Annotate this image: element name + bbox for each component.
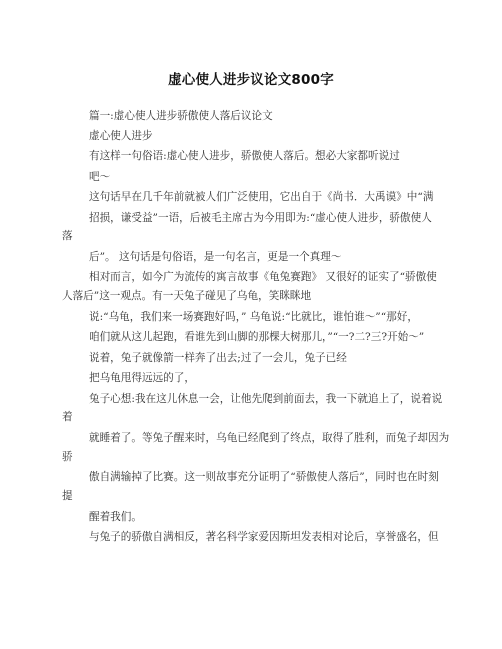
paragraph-line: 就睡着了。等兔子醒来时，乌龟已经爬到了终点，取得了胜利，而兔子却因为 xyxy=(89,432,450,444)
paragraph-line: 兔子心想:我在这儿休息一会，让他先爬到前面去，我一下就追上了，说着说 xyxy=(89,393,443,405)
paragraph-line: 把乌龟甩得远远的了， xyxy=(89,372,195,384)
paragraph-line: 骄 xyxy=(62,451,73,463)
paragraph-line: 说:“乌龟，我们来一场赛跑好吗，” 乌龟说:“比就比，谁怕谁～”“那好， xyxy=(89,311,418,323)
paragraph-line: 提 xyxy=(62,490,73,502)
paragraph-line: 人落后”这一观点。有一天兔子碰见了乌龟，笑眯眯地 xyxy=(62,290,312,302)
paragraph-line: 醒着我们。 xyxy=(89,511,142,523)
paragraph-line: 相对而言，如今广为流传的寓言故事《龟兔赛跑》 又很好的证实了“骄傲使 xyxy=(89,271,437,283)
paragraph-line: 这句话早在几千年前就被人们广泛使用，它出自于《尚书．大禹谟》中“满 xyxy=(89,191,434,203)
paragraph-line: 有这样一句俗语:虚心使人进步，骄傲使人落后。想必大家都听说过 xyxy=(89,150,400,162)
paragraph-line: 说着，兔子就像箭一样奔了出去;过了一会儿，兔子已经 xyxy=(89,352,347,364)
paragraph-line: 着 xyxy=(62,411,73,423)
paragraph-line: 后”。 这句话是句俗语，是一句名言，更是一个真理～ xyxy=(89,251,342,263)
paragraph-line: 落 xyxy=(62,230,73,242)
paragraph-line: 与兔子的骄傲自满相反，著名科学家爱因斯坦发表相对论后，享誉盛名，但 xyxy=(89,531,439,543)
paragraph-line: 咱们就从这儿起跑，看谁先到山脚的那棵大树那儿，”“一?二?三?开始～” xyxy=(89,331,425,343)
paragraph-line: 招损，谦受益”一语，后被毛主席古为今用即为:“虚心使人进步，骄傲使人 xyxy=(89,212,432,224)
paragraph-line: 虚心使人进步 xyxy=(89,130,153,142)
paragraph-line: 吧～ xyxy=(89,171,111,183)
document-title: 虚心使人进步议论文800字 xyxy=(168,72,334,88)
paragraph-line: 篇一:虚心使人进步骄傲使人落后议论文 xyxy=(89,110,273,122)
paragraph-line: 傲自满输掉了比赛。这一则故事充分证明了“骄傲使人落后”，同时也在时刻 xyxy=(89,471,439,483)
